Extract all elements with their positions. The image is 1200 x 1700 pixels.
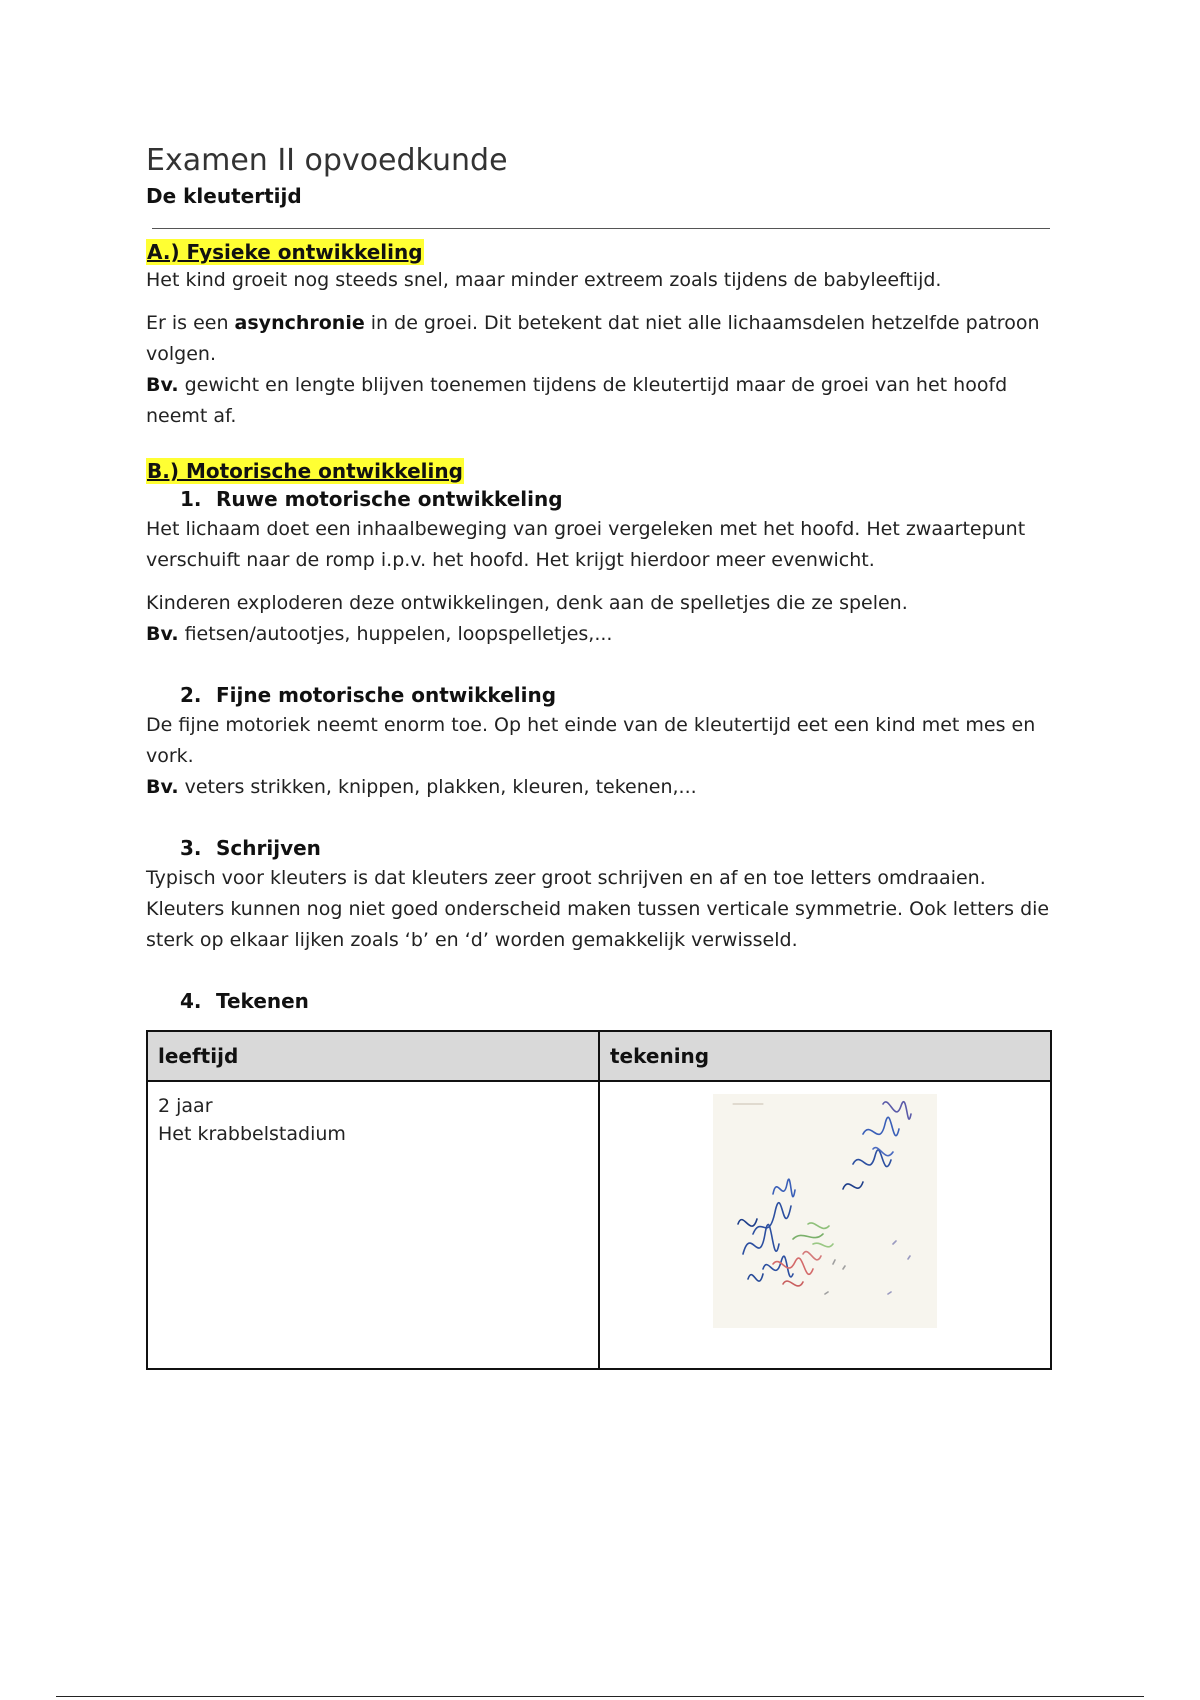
- subsection-2-heading: [180, 680, 1052, 710]
- title-divider: [152, 228, 1050, 229]
- age-cell: [147, 1081, 599, 1369]
- section-a-example: [146, 370, 1052, 432]
- table-row: [147, 1081, 1051, 1369]
- example-label: Bv.: [146, 374, 179, 396]
- subsection-number: 4.: [180, 989, 202, 1013]
- subsection-title: Fijne motorische ontwikkeling: [216, 683, 557, 707]
- example-text: gewicht en lengte blijven toenemen tijdens de kleutertijd maar de groei van het hoofd neemt af.: [146, 374, 1008, 427]
- column-header-leeftijd: leeftijd: [147, 1031, 599, 1081]
- stage-name: Het krabbelstadium: [158, 1123, 346, 1145]
- example-label: Bv.: [146, 776, 179, 798]
- document-page: [146, 140, 1052, 1370]
- section-fysieke-ontwikkeling: [146, 239, 1052, 432]
- subsection-title: Tekenen: [216, 989, 309, 1013]
- subsection-number: 2.: [180, 683, 202, 707]
- section-motorische-ontwikkeling: [146, 458, 1052, 1370]
- subsection-1-example: [146, 619, 1052, 650]
- subsection-3-heading: [180, 833, 1052, 863]
- subsection-2-example: [146, 772, 1052, 803]
- section-a-paragraph-1: Het kind groeit nog steeds snel, maar minder extreem zoals tijdens de babyleeftijd.: [146, 269, 942, 291]
- example-text: veters strikken, knippen, plakken, kleuren, tekenen,...: [178, 776, 697, 798]
- subsection-title: Schrijven: [216, 836, 321, 860]
- subsection-title: Ruwe motorische ontwikkeling: [216, 487, 563, 511]
- drawing-stages-table: [146, 1030, 1052, 1370]
- subsection-2-paragraph-1: De fijne motoriek neemt enorm toe. Op het einde van de kleutertijd eet een kind met mes en vork.: [146, 714, 1036, 767]
- section-b-heading: B.) Motorische ontwikkeling: [147, 459, 463, 483]
- section-a-paragraph-2: [146, 308, 1052, 370]
- subsection-3-paragraph-1: Typisch voor kleuters is dat kleuters zeer groot schrijven en af en toe letters omdraaien. Kleuters kunnen nog niet goed onderscheid maken tussen verticale symmetrie. Ook letters die sterk op elkaar lijken zoals ‘b’ en ‘d’ worden gemakkelijk verwisseld.: [146, 867, 1050, 951]
- section-a-heading: A.) Fysieke ontwikkeling: [147, 240, 423, 264]
- document-subtitle: De kleutertijd: [146, 184, 302, 208]
- scribble-drawing-icon: [713, 1094, 937, 1328]
- text-run: Er is een: [146, 312, 235, 334]
- text-run: in de groei. Dit betekent dat niet alle lichaamsdelen hetzelfde patroon volgen.: [146, 312, 1040, 365]
- example-label: Bv.: [146, 623, 179, 645]
- subsection-4-heading: [180, 986, 1052, 1016]
- age-value: 2 jaar: [158, 1095, 213, 1117]
- subsection-1-paragraph-2: Kinderen exploderen deze ontwikkelingen, denk aan de spelletjes die ze spelen.: [146, 592, 908, 614]
- drawing-cell: [599, 1081, 1051, 1369]
- example-text: fietsen/autootjes, huppelen, loopspelletjes,...: [178, 623, 613, 645]
- subsection-number: 1.: [180, 487, 202, 511]
- subsection-1-paragraph-1: Het lichaam doet een inhaalbeweging van groei vergeleken met het hoofd. Het zwaartepunt verschuift naar de romp i.p.v. het hoofd. Het krijgt hierdoor meer evenwicht.: [146, 518, 1026, 571]
- subsection-number: 3.: [180, 836, 202, 860]
- bold-term: asynchronie: [234, 312, 365, 334]
- document-title: Examen II opvoedkunde: [146, 143, 508, 178]
- column-header-tekening: tekening: [599, 1031, 1051, 1081]
- page-bottom-divider: [56, 1696, 1144, 1697]
- subsection-1-heading: [180, 484, 1052, 514]
- table-header-row: [147, 1031, 1051, 1081]
